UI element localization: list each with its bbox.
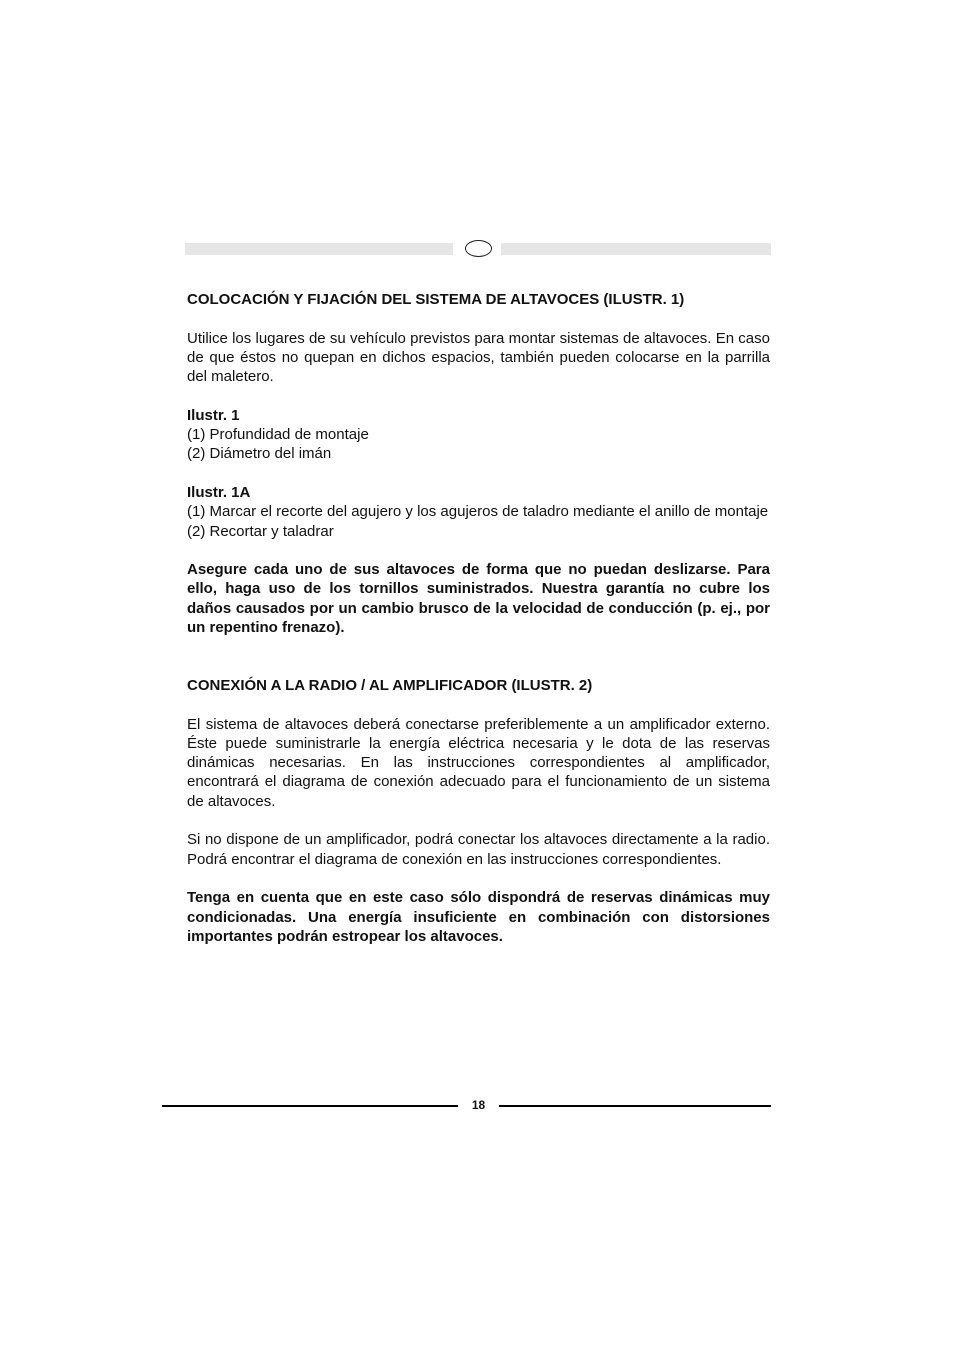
illustr1-item-2: (2) Diámetro del imán xyxy=(187,445,332,463)
section1-warning: Asegure cada uno de sus altavoces de forma que no puedan deslizarse. Para ello, haga uso de los tornillos suministrados. Nuestra garantía no cubre los daños causados por un cambio brusco de la velocidad de conducción (p. ej., por un repentino frenazo). xyxy=(187,561,770,637)
page-number: 18 xyxy=(471,1098,486,1112)
language-oval-icon xyxy=(465,240,492,257)
section1-heading: COLOCACIÓN Y FIJACIÓN DEL SISTEMA DE ALTAVOCES (ILUSTR. 1) xyxy=(187,291,685,308)
section2-warning: Tenga en cuenta que en este caso sólo dispondrá de reservas dinámicas muy condicionadas. Una energía insuficiente en combinación con distorsiones importantes podrán estropear los altavoces. xyxy=(187,889,770,945)
header-bar-left xyxy=(185,243,453,255)
illustr1a-label: Ilustr. 1A xyxy=(187,483,251,501)
section2-para1: El sistema de altavoces deberá conectarse preferiblemente a un amplificador externo. Éste puede suministrarle la energía eléctrica necesaria y le dota de las reservas dinámicas necesarias. En las instrucciones correspondientes al amplificador, encontrará el diagrama de conexión adecuado para el funcionamiento de un sistema de altavoces. xyxy=(187,715,770,810)
section2-para2: Si no dispone de un amplificador, podrá conectar los altavoces directamente a la radio. Podrá encontrar el diagrama de conexión en las instrucciones correspondientes. xyxy=(187,831,770,868)
section1-intro: Utilice los lugares de su vehículo previstos para montar sistemas de altavoces. En caso de que éstos no quepan en dichos espacios, también pueden colocarse en la parrilla del maletero. xyxy=(187,329,770,386)
illustr1-item-1: (1) Profundidad de montaje xyxy=(187,426,369,444)
header-bar-right xyxy=(501,243,771,255)
illustr1-label: Ilustr. 1 xyxy=(187,406,240,424)
footer-line-right xyxy=(499,1105,771,1107)
illustr1a-item-1: (1) Marcar el recorte del agujero y los agujeros de taladro mediante el anillo de montaje xyxy=(187,503,769,521)
page-content xyxy=(187,290,770,946)
illustr1a-item-2: (2) Recortar y taladrar xyxy=(187,522,334,540)
footer-line-left xyxy=(162,1105,458,1107)
section2-heading: CONEXIÓN A LA RADIO / AL AMPLIFICADOR (ILUSTR. 2) xyxy=(187,676,593,694)
